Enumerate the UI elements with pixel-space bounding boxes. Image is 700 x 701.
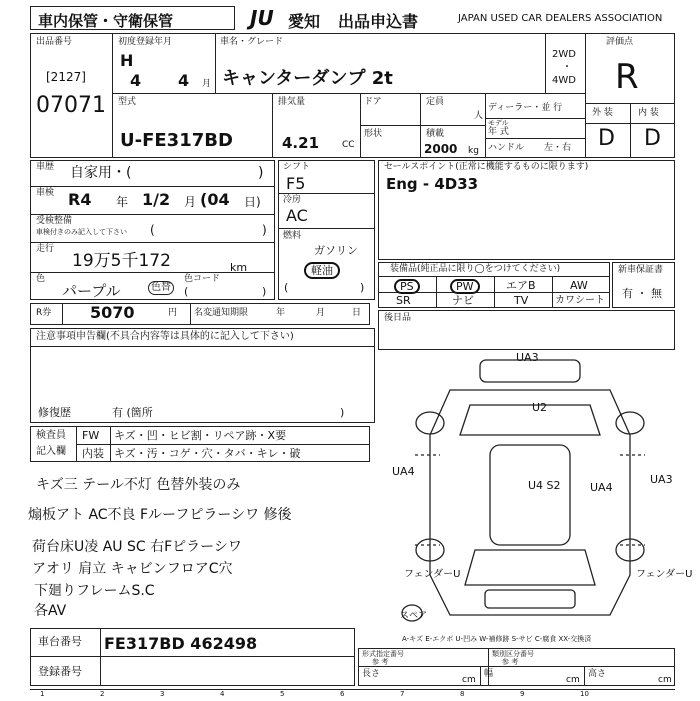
grade-score: R [615, 57, 639, 97]
model-label: 型式 [118, 97, 137, 107]
handwritten-note-5: 下廻りフレームS.C [34, 583, 155, 599]
bottom-cell-8: 8 [460, 690, 465, 698]
mark-fender-right: フェンダーU [636, 569, 693, 580]
bottom-cell-5: 5 [280, 690, 285, 698]
equip-navi: ナビ [452, 294, 474, 307]
color-code-open: ( [184, 285, 189, 298]
history-value: 自家用・( [70, 165, 132, 181]
model-value: U-FE317BD [120, 130, 233, 151]
diagram-legend: A-キズ E-エクボ U-凹み W-補修跡 S-サビ C-腐食 XX-交換済 [402, 635, 592, 643]
checker-label-1: 検査員 [36, 430, 66, 441]
lot-number: 07071 [36, 93, 106, 118]
fuel-circled: 軽油 [304, 262, 340, 279]
registration-month-unit: 月 [202, 79, 212, 89]
bottom-cell-1: 1 [40, 690, 45, 698]
mark-u2: U2 [532, 401, 548, 414]
repair-label: 修復歴 [38, 406, 71, 419]
equip-airbag: エアB [506, 279, 536, 292]
ju-logo: JU [250, 6, 274, 30]
class-number-label: 類別区分番号 [492, 650, 534, 658]
mark-ua3-right: UA3 [650, 473, 673, 486]
receipt-note: 車検付きのみ記入して下さい [36, 228, 127, 236]
height-label: 高さ [588, 669, 607, 679]
bottom-cell-3: 3 [160, 690, 165, 698]
inspection-day-unit: 日) [244, 195, 261, 209]
ac-value: AC [286, 206, 308, 225]
bottom-cell-4: 4 [220, 690, 225, 698]
receipt-label: 受検整備 [36, 216, 73, 226]
displacement-label: 排気量 [278, 97, 306, 107]
color-value: パープル [62, 282, 121, 300]
load-label: 積載 [426, 129, 445, 139]
receipt-close: ) [262, 223, 267, 237]
notice-label: 名変通知期限 [194, 308, 249, 318]
drive-dot: ・ [562, 62, 572, 73]
color-extra: 色替 [148, 281, 174, 295]
color-label: 色 [36, 274, 46, 284]
load-unit: kg [468, 146, 479, 156]
cc-unit: CC [342, 140, 355, 150]
branch-name: 愛知 [288, 12, 321, 31]
bottom-cell-10: 10 [580, 690, 589, 698]
notice-year: 年 [276, 308, 286, 318]
model-year-unit: 年 式 [488, 127, 509, 137]
format-number-label: 形式指定番号 [362, 650, 404, 658]
length-unit: cm [462, 675, 476, 685]
exterior-grade: D [598, 126, 615, 151]
shape-label: 形状 [364, 129, 383, 139]
capacity-unit: 人 [474, 111, 484, 121]
exterior-label: 外 装 [592, 108, 613, 118]
bottom-strip [30, 689, 675, 701]
checker-row2-head: 内装 [82, 447, 104, 460]
equip-pw: PW [450, 279, 480, 294]
inspection-day: (04 [200, 190, 230, 209]
mileage-label: 走行 [36, 244, 55, 254]
notes-label: 注意事項申告欄(不具合内容等は具体的に記入して下さい) [36, 331, 294, 342]
interior-grade: D [644, 126, 661, 151]
repair-value: 有 (箇所 [112, 406, 153, 419]
notice-day: 日 [352, 308, 362, 318]
registration-era: H [120, 51, 134, 70]
handwritten-note-3: 荷台床U凌 AU SC 右Fピラーシワ [32, 539, 242, 555]
mark-ua4-right: UA4 [590, 481, 613, 494]
checker-label-2: 記入欄 [36, 446, 66, 457]
fuel-close: ) [360, 281, 365, 294]
drive-2wd: 2WD [552, 49, 576, 60]
model-year-label: モデル [488, 119, 509, 127]
displacement-value: 4.21 [282, 134, 320, 152]
car-name: キャンターダンプ 2t [222, 68, 393, 89]
repair-close: ) [340, 406, 345, 419]
fuel-label: 燃料 [283, 231, 302, 241]
width-label: 幅 [484, 669, 494, 679]
bottom-cell-9: 9 [520, 690, 525, 698]
registration-label: 初度登録年月 [118, 37, 173, 47]
format-ref: 参 考 [372, 658, 389, 666]
checker-row1: キズ・凹・ヒビ割・リペア跡・X要 [114, 429, 287, 442]
recycle-label: R券 [36, 308, 52, 318]
inspection-year-unit: 年 [116, 195, 129, 209]
door-label: ドア [364, 97, 382, 107]
chassis-value: FE317BD 462498 [104, 634, 258, 653]
registration-year: 4 [130, 71, 142, 90]
lot-label: 出品番号 [36, 37, 73, 47]
notice-month: 月 [316, 308, 326, 318]
equipment-label: 装備品(純正品に限り◯をつけてください) [390, 264, 561, 274]
inspection-label: 車検 [36, 188, 55, 198]
reg-number-label: 登録番号 [38, 665, 82, 678]
checker-row1-head: FW [82, 429, 100, 442]
mark-ua4-left: UA4 [392, 465, 415, 478]
mark-u4-s2: U4 S2 [528, 479, 561, 492]
inspection-year-struck: 1/2 [142, 190, 171, 209]
after-box [378, 310, 675, 350]
selling-points-label: セールスポイント(正常に機能するものに限ります) [384, 162, 589, 172]
handwritten-note-4: アオリ 肩立 キャビンフロアC穴 [32, 561, 233, 577]
handwritten-note-6: 各AV [34, 603, 67, 619]
interior-label: 内 装 [638, 108, 659, 118]
equip-ps: PS [394, 279, 420, 294]
height-unit: cm [658, 675, 672, 685]
inspection-month-unit: 月 [184, 195, 197, 209]
ac-label: 冷房 [283, 195, 302, 205]
recycle-value: 5070 [90, 303, 135, 322]
handwritten-note-2: 煽板アト AC不良 Fルーフピラーシワ 修後 [28, 507, 292, 523]
length-label: 長さ [362, 669, 381, 679]
chassis-label: 車台番号 [38, 635, 82, 648]
color-code-close: ) [262, 285, 267, 298]
spare-label: スペア [400, 611, 428, 621]
grade-label: 評価点 [606, 37, 634, 47]
after-label: 後日品 [384, 313, 412, 323]
mark-fender-left: フェンダーU [404, 569, 461, 580]
storage-note: 車内保管・守衛保管 [38, 12, 174, 30]
history-close: ) [258, 165, 264, 181]
load-value: 2000 [424, 142, 458, 156]
handle-options: 左・右 [544, 143, 572, 153]
class-ref: 参 考 [502, 658, 519, 666]
bottom-cell-2: 2 [100, 690, 105, 698]
shift-value: F5 [286, 174, 306, 193]
mileage-value: 19万5千172 [72, 251, 171, 271]
lot-code: [2127] [46, 70, 86, 84]
receipt-open: ( [150, 223, 155, 237]
registration-month: 4 [178, 71, 190, 90]
equip-aw: AW [570, 279, 588, 292]
mileage-unit: km [230, 261, 248, 274]
inspection-era: R4 [68, 190, 92, 209]
handwritten-note-1: キズ三 テール不灯 色替外装のみ [36, 477, 241, 493]
history-label: 車歴 [36, 162, 55, 172]
car-name-label: 車名・グレード [220, 37, 284, 47]
form-title: 出品申込書 [338, 12, 419, 31]
drive-4wd: 4WD [552, 75, 576, 86]
selling-points-value: Eng - 4D33 [386, 175, 479, 193]
fuel-value: ガソリン [314, 244, 358, 257]
capacity-label: 定員 [426, 97, 445, 107]
warranty-label: 新車保証書 [618, 265, 664, 275]
mark-ua3-top: UA3 [516, 351, 539, 364]
equip-sr: SR [396, 294, 411, 307]
bottom-cell-7: 7 [400, 690, 405, 698]
fuel-open: ( [284, 281, 289, 294]
handle-label: ハンドル [488, 143, 525, 153]
equip-seat: カワシート [555, 295, 605, 306]
shift-label: シフト [283, 162, 311, 172]
notes-box [30, 328, 375, 423]
warranty-value: 有 ・ 無 [622, 287, 662, 300]
checker-row2: キズ・汚・コゲ・穴・タバ・キレ・破 [114, 447, 301, 460]
recycle-unit: 円 [168, 308, 178, 318]
width-unit: cm [566, 675, 580, 685]
association-name: JAPAN USED CAR DEALERS ASSOCIATION [458, 13, 663, 24]
color-code-label: 色コード [184, 274, 221, 284]
dealer-label: ディーラー・並 行 [488, 103, 563, 113]
bottom-cell-6: 6 [340, 690, 345, 698]
equip-tv: TV [514, 294, 529, 307]
